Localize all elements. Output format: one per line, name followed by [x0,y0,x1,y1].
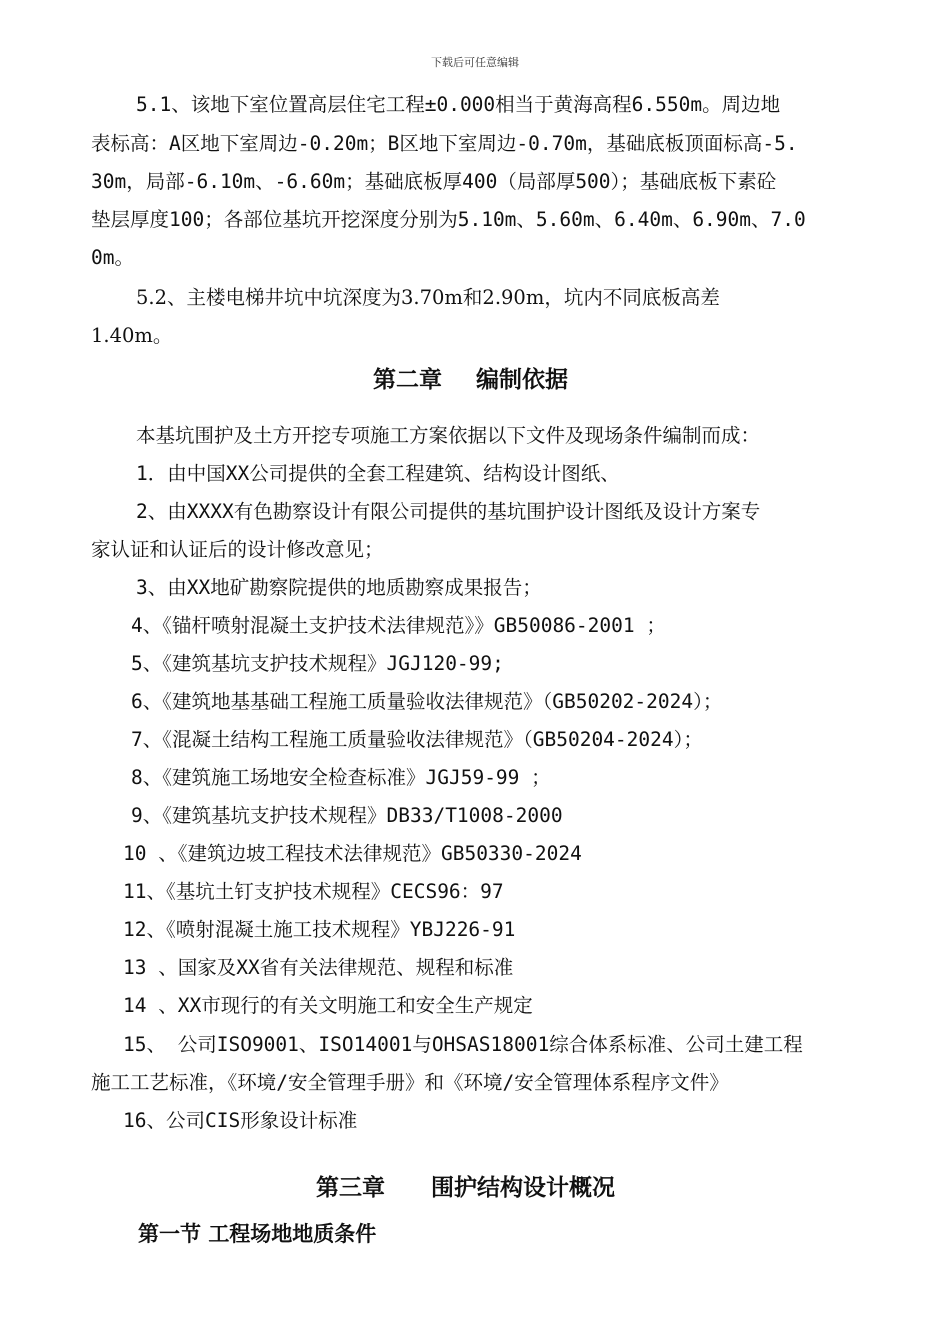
para-5-1-line-2: 表标高：A区地下室周边-0.20m；B区地下室周边-0.70m，基础底板顶面标高-5. [91,132,798,155]
chapter-3-heading [316,1173,615,1203]
chapter-3-number: 第三章 [316,1175,385,1201]
chapter-2-heading [373,365,568,395]
basis-item: 7、《混凝土结构工程施工质量验收法律规范》（GB50204-2024）； [131,728,703,751]
basis-item: 16、公司CIS形象设计标准 [123,1109,358,1132]
basis-item: 10 、《建筑边坡工程技术法律规范》GB50330-2024 [123,842,582,865]
section-1-heading [138,1220,376,1248]
basis-item: 6、《建筑地基基础工程施工质量验收法律规范》（GB50202-2024）； [131,690,723,713]
chapter-3-title: 围护结构设计概况 [431,1175,615,1201]
basis-item: 9、《建筑基坑支护技术规程》DB33/T1008-2000 [131,804,563,827]
section-1-number: 第一节 [138,1222,201,1246]
para-5-1-line-5: 0m。 [91,246,134,269]
basis-item: 2、由XXXX有色勘察设计有限公司提供的基坑围护设计图纸及设计方案专 [136,500,761,523]
basis-item: 11、《基坑土钉支护技术规程》CECS96：97 [123,880,504,903]
basis-item: 8、《建筑施工场地安全检查标准》JGJ59-99 ； [131,766,551,789]
para-5-1-line-1: 5.1、该地下室位置高层住宅工程±0.000相当于黄海高程6.550m。周边地 [136,93,781,116]
para-5-1-line-3: 30m，局部-6.10m、-6.60m；基础底板厚400（局部厚500）；基础底板下素砼 [91,170,777,193]
basis-item: 5、《建筑基坑支护技术规程》JGJ120-99; [131,652,504,675]
basis-item: 15、 公司ISO9001、ISO14001与OHSAS18001综合体系标准、公司土建工程 [123,1033,803,1056]
basis-item: 13 、国家及XX省有关法律规范、规程和标准 [123,956,514,979]
chapter-2-number: 第二章 [373,367,442,393]
basis-item: 4、《锚杆喷射混凝土支护技术法律规范》》GB50086-2001 ； [131,614,666,637]
basis-item: 12、《喷射混凝土施工技术规程》YBJ226-91 [123,918,516,941]
basis-item: 14 、XX市现行的有关文明施工和安全生产规定 [123,994,533,1017]
basis-item: 家认证和认证后的设计修改意见； [91,538,384,561]
chapter-2-intro: 本基坑围护及土方开挖专项施工方案依据以下文件及现场条件编制而成： [136,424,761,447]
para-5-2-line-2: 1.40m。 [91,324,173,347]
basis-item: 施工工艺标准，《环境/安全管理手册》和《环境/安全管理体系程序文件》 [91,1071,729,1094]
page-header: 下载后可任意编辑 [431,56,519,69]
para-5-1-line-4: 垫层厚度100；各部位基坑开挖深度分别为5.10m、5.60m、6.40m、6.90m、7.0 [91,208,806,231]
section-1-title: 工程场地地质条件 [208,1222,377,1246]
basis-item: 3、由XX地矿勘察院提供的地质勘察成果报告； [136,576,542,599]
basis-item: 1．由中国XX公司提供的全套工程建筑、结构设计图纸、 [136,462,620,485]
para-5-2-line-1: 5.2、主楼电梯井坑中坑深度为3.70m和2.90m，坑内不同底板高差 [136,286,720,309]
chapter-2-title: 编制依据 [476,367,568,393]
